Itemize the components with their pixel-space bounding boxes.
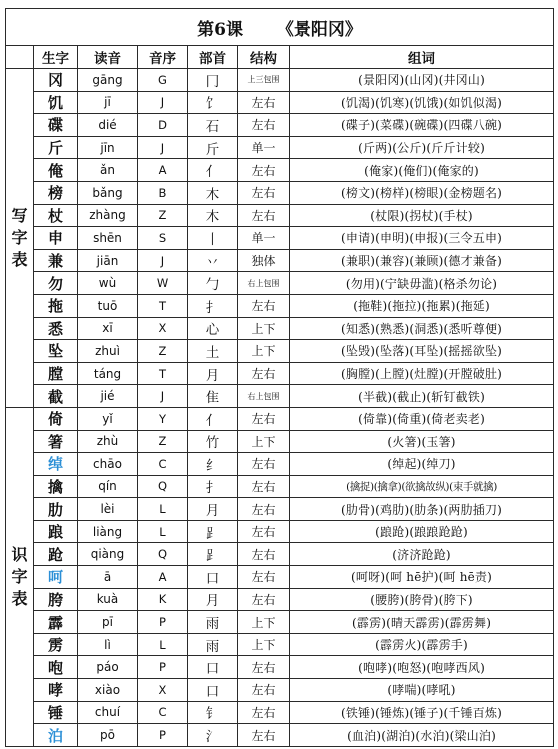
order-cell: G	[138, 69, 188, 92]
char-cell: 饥	[34, 91, 78, 114]
char-cell: 绰	[34, 453, 78, 476]
words-cell: (铁锤)(锤炼)(锤子)(千锤百炼)	[290, 701, 554, 724]
radical-cell: 勹	[188, 272, 238, 295]
header-order: 音序	[138, 46, 188, 69]
order-cell: Y	[138, 407, 188, 430]
header-radical: 部首	[188, 46, 238, 69]
structure-cell: 左右	[238, 588, 290, 611]
words-cell: (斤两)(公斤)(斤斤计较)	[290, 136, 554, 159]
char-cell: 斤	[34, 136, 78, 159]
char-cell: 拖	[34, 294, 78, 317]
pinyin-cell: zhù	[78, 430, 138, 453]
radical-cell: 土	[188, 340, 238, 363]
char-cell: 杖	[34, 204, 78, 227]
radical-cell: 月	[188, 588, 238, 611]
words-cell: (腰胯)(胯骨)(胯下)	[290, 588, 554, 611]
order-cell: J	[138, 249, 188, 272]
structure-cell: 上下	[238, 633, 290, 656]
pinyin-cell: táng	[78, 362, 138, 385]
lesson-name: 《景阳冈》	[276, 19, 362, 40]
radical-cell: 丨	[188, 227, 238, 250]
structure-cell: 左右	[238, 498, 290, 521]
radical-cell: 氵	[188, 724, 238, 747]
group-label-recognition	[6, 407, 34, 746]
structure-cell: 左右	[238, 159, 290, 182]
pinyin-cell: liàng	[78, 520, 138, 543]
order-cell: T	[138, 294, 188, 317]
pinyin-cell: yǐ	[78, 407, 138, 430]
char-cell: 膛	[34, 362, 78, 385]
table-row	[6, 114, 554, 137]
structure-cell: 左右	[238, 407, 290, 430]
order-cell: C	[138, 453, 188, 476]
radical-cell: 丷	[188, 249, 238, 272]
header-structure: 结构	[238, 46, 290, 69]
pinyin-cell: wù	[78, 272, 138, 295]
words-cell: (绰起)(绰刀)	[290, 453, 554, 476]
pinyin-cell: shēn	[78, 227, 138, 250]
radical-cell: 钅	[188, 701, 238, 724]
lesson-title	[6, 9, 554, 46]
structure-cell: 上下	[238, 317, 290, 340]
radical-cell: 月	[188, 362, 238, 385]
char-cell: 擒	[34, 475, 78, 498]
radical-cell: ⻊	[188, 520, 238, 543]
pinyin-cell: jī	[78, 91, 138, 114]
radical-cell: 木	[188, 204, 238, 227]
char-cell: 箸	[34, 430, 78, 453]
char-cell: 碟	[34, 114, 78, 137]
radical-cell: 亻	[188, 159, 238, 182]
words-cell: (济济跄跄)	[290, 543, 554, 566]
radical-cell: 纟	[188, 453, 238, 476]
words-cell: (倚靠)(倚重)(倚老卖老)	[290, 407, 554, 430]
words-cell: (霹雳)(晴天霹雳)(霹雳舞)	[290, 611, 554, 634]
words-cell: (碟子)(菜碟)(碗碟)(四碟八碗)	[290, 114, 554, 137]
order-cell: S	[138, 227, 188, 250]
order-cell: T	[138, 362, 188, 385]
words-cell: (知悉)(熟悉)(洞悉)(悉听尊便)	[290, 317, 554, 340]
header-pinyin: 读音	[78, 46, 138, 69]
order-cell: P	[138, 656, 188, 679]
order-cell: P	[138, 611, 188, 634]
pinyin-cell: xiào	[78, 679, 138, 702]
structure-cell: 左右	[238, 679, 290, 702]
pinyin-cell: zhuì	[78, 340, 138, 363]
radical-cell: 亻	[188, 407, 238, 430]
table-row	[6, 701, 554, 724]
structure-cell: 左右	[238, 701, 290, 724]
order-cell: Q	[138, 543, 188, 566]
pinyin-cell: lì	[78, 633, 138, 656]
words-cell: (擒捉)(擒拿)(欲擒故纵)(束手就擒)	[290, 475, 554, 498]
char-cell: 咆	[34, 656, 78, 679]
table-row	[6, 91, 554, 114]
structure-cell: 左右	[238, 566, 290, 589]
structure-cell: 上下	[238, 611, 290, 634]
pinyin-cell: ǎn	[78, 159, 138, 182]
order-cell: A	[138, 159, 188, 182]
words-cell: (申请)(申明)(申报)(三令五申)	[290, 227, 554, 250]
structure-cell: 左右	[238, 520, 290, 543]
pinyin-cell: pī	[78, 611, 138, 634]
radical-cell: 扌	[188, 294, 238, 317]
table-row	[6, 588, 554, 611]
structure-cell: 左右	[238, 204, 290, 227]
radical-cell: 冂	[188, 69, 238, 92]
char-cell: 冈	[34, 69, 78, 92]
order-cell: J	[138, 91, 188, 114]
structure-cell: 左右	[238, 724, 290, 747]
radical-cell: 木	[188, 181, 238, 204]
table-row	[6, 385, 554, 408]
order-cell: Q	[138, 475, 188, 498]
char-cell: 兼	[34, 249, 78, 272]
char-cell: 坠	[34, 340, 78, 363]
pinyin-cell: pō	[78, 724, 138, 747]
order-cell: X	[138, 679, 188, 702]
radical-cell: 饣	[188, 91, 238, 114]
table-row	[6, 294, 554, 317]
order-cell: L	[138, 633, 188, 656]
radical-cell: 雨	[188, 633, 238, 656]
pinyin-cell: bǎng	[78, 181, 138, 204]
table-row	[6, 272, 554, 295]
words-cell: (兼职)(兼容)(兼顾)(德才兼备)	[290, 249, 554, 272]
char-cell: 截	[34, 385, 78, 408]
group-label-char: 字	[11, 227, 28, 247]
pinyin-cell: xī	[78, 317, 138, 340]
char-cell: 呵	[34, 566, 78, 589]
table-row	[6, 136, 554, 159]
table-row	[6, 633, 554, 656]
structure-cell: 上下	[238, 340, 290, 363]
radical-cell: 扌	[188, 475, 238, 498]
order-cell: K	[138, 588, 188, 611]
order-cell: C	[138, 701, 188, 724]
radical-cell: 心	[188, 317, 238, 340]
pinyin-cell: chāo	[78, 453, 138, 476]
pinyin-cell: qiàng	[78, 543, 138, 566]
structure-cell: 上三包围	[238, 69, 290, 92]
table-row	[6, 181, 554, 204]
radical-cell: 石	[188, 114, 238, 137]
structure-cell: 上下	[238, 430, 290, 453]
pinyin-cell: jié	[78, 385, 138, 408]
order-cell: Z	[138, 204, 188, 227]
structure-cell: 左右	[238, 114, 290, 137]
order-cell: L	[138, 520, 188, 543]
structure-cell: 左右	[238, 294, 290, 317]
pinyin-cell: kuà	[78, 588, 138, 611]
words-cell: (胸膛)(上膛)(灶膛)(开膛破肚)	[290, 362, 554, 385]
header-row	[6, 46, 554, 69]
table-row	[6, 656, 554, 679]
radical-cell: 竹	[188, 430, 238, 453]
words-cell: (榜文)(榜样)(榜眼)(金榜题名)	[290, 181, 554, 204]
pinyin-cell: dié	[78, 114, 138, 137]
structure-cell: 独体	[238, 249, 290, 272]
char-cell: 哮	[34, 679, 78, 702]
structure-cell: 右上包围	[238, 272, 290, 295]
words-cell: (咆哮)(咆怒)(咆哮西风)	[290, 656, 554, 679]
table-row	[6, 249, 554, 272]
table-row	[6, 566, 554, 589]
table-row	[6, 475, 554, 498]
radical-cell: ⻊	[188, 543, 238, 566]
table-row	[6, 362, 554, 385]
structure-cell: 左右	[238, 543, 290, 566]
order-cell: Z	[138, 340, 188, 363]
words-cell: (俺家)(俺们)(俺家的)	[290, 159, 554, 182]
char-cell: 泊	[34, 724, 78, 747]
char-cell: 雳	[34, 633, 78, 656]
order-cell: B	[138, 181, 188, 204]
structure-cell: 右上包围	[238, 385, 290, 408]
radical-cell: 斤	[188, 136, 238, 159]
table-row	[6, 611, 554, 634]
pinyin-cell: ā	[78, 566, 138, 589]
table-row	[6, 159, 554, 182]
pinyin-cell: jiān	[78, 249, 138, 272]
vocabulary-sheet	[5, 8, 553, 747]
header-corner	[6, 46, 34, 69]
table-row	[6, 430, 554, 453]
order-cell: P	[138, 724, 188, 747]
order-cell: L	[138, 498, 188, 521]
table-row	[6, 340, 554, 363]
radical-cell: 隹	[188, 385, 238, 408]
order-cell: D	[138, 114, 188, 137]
group-label-char: 表	[11, 588, 28, 608]
header-words: 组词	[290, 46, 554, 69]
group-label-char: 表	[11, 249, 28, 269]
radical-cell: 口	[188, 679, 238, 702]
group-label-char: 字	[11, 566, 28, 586]
words-cell: (拖鞋)(拖拉)(拖累)(拖延)	[290, 294, 554, 317]
group-label-writing	[6, 69, 34, 408]
table-row	[6, 724, 554, 747]
structure-cell: 左右	[238, 475, 290, 498]
words-cell: (杖限)(拐杖)(手杖)	[290, 204, 554, 227]
char-cell: 倚	[34, 407, 78, 430]
pinyin-cell: gāng	[78, 69, 138, 92]
words-cell: (霹雳火)(霹雳手)	[290, 633, 554, 656]
table-row	[6, 204, 554, 227]
char-cell: 锤	[34, 701, 78, 724]
words-cell: (踉跄)(踉踉跄跄)	[290, 520, 554, 543]
structure-cell: 左右	[238, 91, 290, 114]
table-row	[6, 498, 554, 521]
pinyin-cell: jīn	[78, 136, 138, 159]
words-cell: (哮喘)(哮吼)	[290, 679, 554, 702]
char-cell: 胯	[34, 588, 78, 611]
pinyin-cell: chuí	[78, 701, 138, 724]
table-row	[6, 407, 554, 430]
order-cell: W	[138, 272, 188, 295]
char-cell: 肋	[34, 498, 78, 521]
char-cell: 俺	[34, 159, 78, 182]
table-row	[6, 69, 554, 92]
structure-cell: 左右	[238, 453, 290, 476]
words-cell: (景阳冈)(山冈)(井冈山)	[290, 69, 554, 92]
char-cell: 跄	[34, 543, 78, 566]
structure-cell: 单一	[238, 227, 290, 250]
order-cell: A	[138, 566, 188, 589]
char-cell: 申	[34, 227, 78, 250]
radical-cell: 月	[188, 498, 238, 521]
pinyin-cell: tuō	[78, 294, 138, 317]
char-cell: 踉	[34, 520, 78, 543]
title-row	[6, 9, 554, 46]
table-row	[6, 543, 554, 566]
table-row	[6, 453, 554, 476]
radical-cell: 口	[188, 656, 238, 679]
radical-cell: 口	[188, 566, 238, 589]
words-cell: (血泊)(湖泊)(水泊)(梁山泊)	[290, 724, 554, 747]
words-cell: (火箸)(玉箸)	[290, 430, 554, 453]
order-cell: J	[138, 385, 188, 408]
radical-cell: 雨	[188, 611, 238, 634]
pinyin-cell: páo	[78, 656, 138, 679]
table-row	[6, 227, 554, 250]
group-label-char: 写	[11, 205, 28, 225]
order-cell: J	[138, 136, 188, 159]
pinyin-cell: qín	[78, 475, 138, 498]
structure-cell: 左右	[238, 656, 290, 679]
group-label-char: 识	[11, 544, 28, 564]
words-cell: (肋骨)(鸡肋)(肋条)(两肋插刀)	[290, 498, 554, 521]
pinyin-cell: lèi	[78, 498, 138, 521]
order-cell: Z	[138, 430, 188, 453]
lesson-number: 第6课	[197, 19, 243, 40]
words-cell: (半截)(截止)(斩钉截铁)	[290, 385, 554, 408]
table-row	[6, 679, 554, 702]
words-cell: (呵呀)(呵 hē护)(呵 hē责)	[290, 566, 554, 589]
char-cell: 勿	[34, 272, 78, 295]
words-cell: (坠毁)(坠落)(耳坠)(摇摇欲坠)	[290, 340, 554, 363]
order-cell: X	[138, 317, 188, 340]
table-row	[6, 317, 554, 340]
char-cell: 榜	[34, 181, 78, 204]
header-char: 生字	[34, 46, 78, 69]
vocabulary-table	[5, 8, 554, 747]
structure-cell: 单一	[238, 136, 290, 159]
structure-cell: 左右	[238, 181, 290, 204]
words-cell: (勿用)(宁缺毋滥)(格杀勿论)	[290, 272, 554, 295]
structure-cell: 左右	[238, 362, 290, 385]
words-cell: (饥渴)(饥寒)(饥饿)(如饥似渴)	[290, 91, 554, 114]
char-cell: 霹	[34, 611, 78, 634]
char-cell: 悉	[34, 317, 78, 340]
table-row	[6, 520, 554, 543]
pinyin-cell: zhàng	[78, 204, 138, 227]
